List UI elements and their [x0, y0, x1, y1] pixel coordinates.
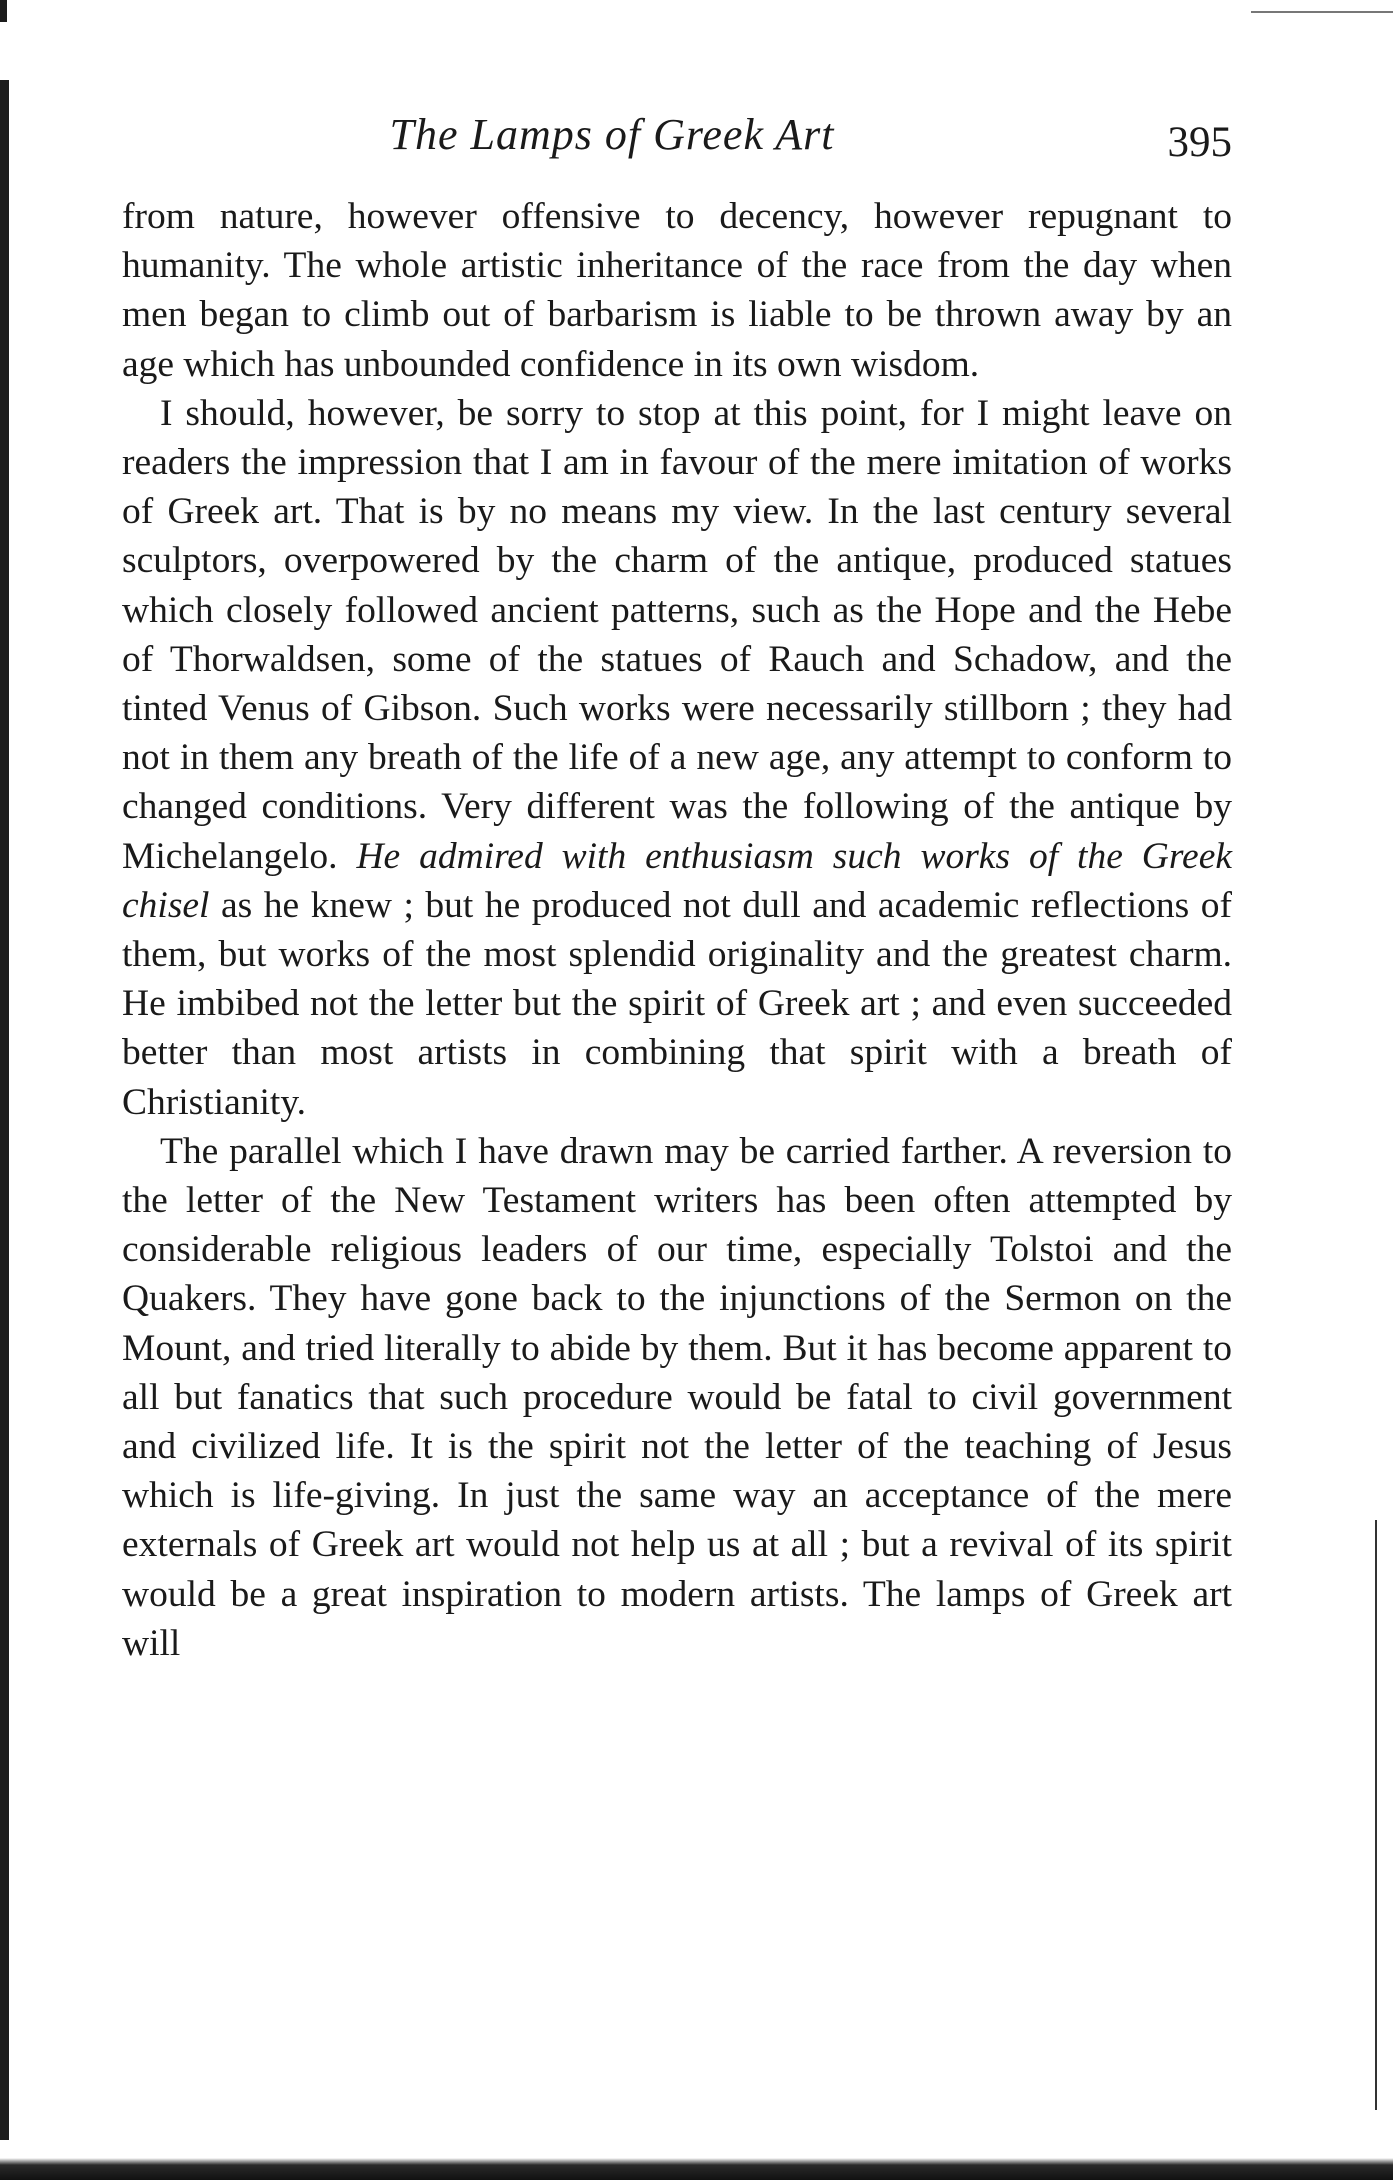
paragraph-2-text-end: as he knew ; but he produced not dull and academic reflections of them, but works of the most splendid originality and the greatest charm. He imbibed not the letter but the spirit of Greek art ; and even succeeded better than most artists in combining that spirit with a breath of Christianity.	[122, 884, 1232, 1123]
scan-border-top-rule	[1251, 11, 1393, 13]
running-head	[122, 100, 1232, 170]
paragraph-1: from nature, however offensive to decency, however repugnant to humanity. The whole artistic inheritance of the race from the day when men began to climb out of barbarism is liable to be thrown away by an age which has unbounded confidence in its own wisdom.	[122, 196, 1232, 385]
page-number: 395	[1167, 119, 1232, 166]
paragraph-2-italic-text: He admired with enthusiasm such works of the Greek chisel	[122, 835, 1232, 926]
body-text	[122, 192, 1232, 1668]
paragraph-3: The parallel which I have drawn may be carried farther. A reversion to the letter of the New Testament writers has been often attempted by considerable religious leaders of our time, especially Tolstoi and the Quakers. They have gone back to the injunctions of the Sermon on the Mount, and tried literally to abide by them. But it has become apparent to all but fanatics that such procedure would be fatal to civil government and civilized life. It is the spirit not the letter of the teaching of Jesus which is life-giving. In just the same way an acceptance of the mere externals of Greek art would not help us at all ; but a revival of its spirit would be a great inspiration to modern artists. The lamps of Greek art will	[122, 1130, 1232, 1664]
running-title: The Lamps of Greek Art	[389, 110, 835, 159]
scan-border-mark	[0, 0, 7, 22]
scan-border-bottom	[0, 2158, 1393, 2180]
scan-border-left	[0, 80, 9, 2140]
paragraph-2	[122, 389, 1232, 1127]
scan-border-right	[1375, 1520, 1377, 2110]
paragraph-2-text-start: I should, however, be sorry to stop at this point, for I might leave on readers the impression that I am in favour of the mere imitation of works of Greek art. That is by no means my view. In the last century several sculptors, overpowered by the charm of the antique, produced statues which closely followed ancient patterns, such as the Hope and the Hebe of Thorwaldsen, some of the statues of Rauch and Schadow, and the tinted Venus of Gibson. Such works were necessarily stillborn ; they had not in them any breath of the life of a new age, any attempt to conform to changed conditions. Very different was the following of the antique by Michelangelo.	[122, 392, 1232, 877]
book-page	[122, 100, 1232, 1668]
